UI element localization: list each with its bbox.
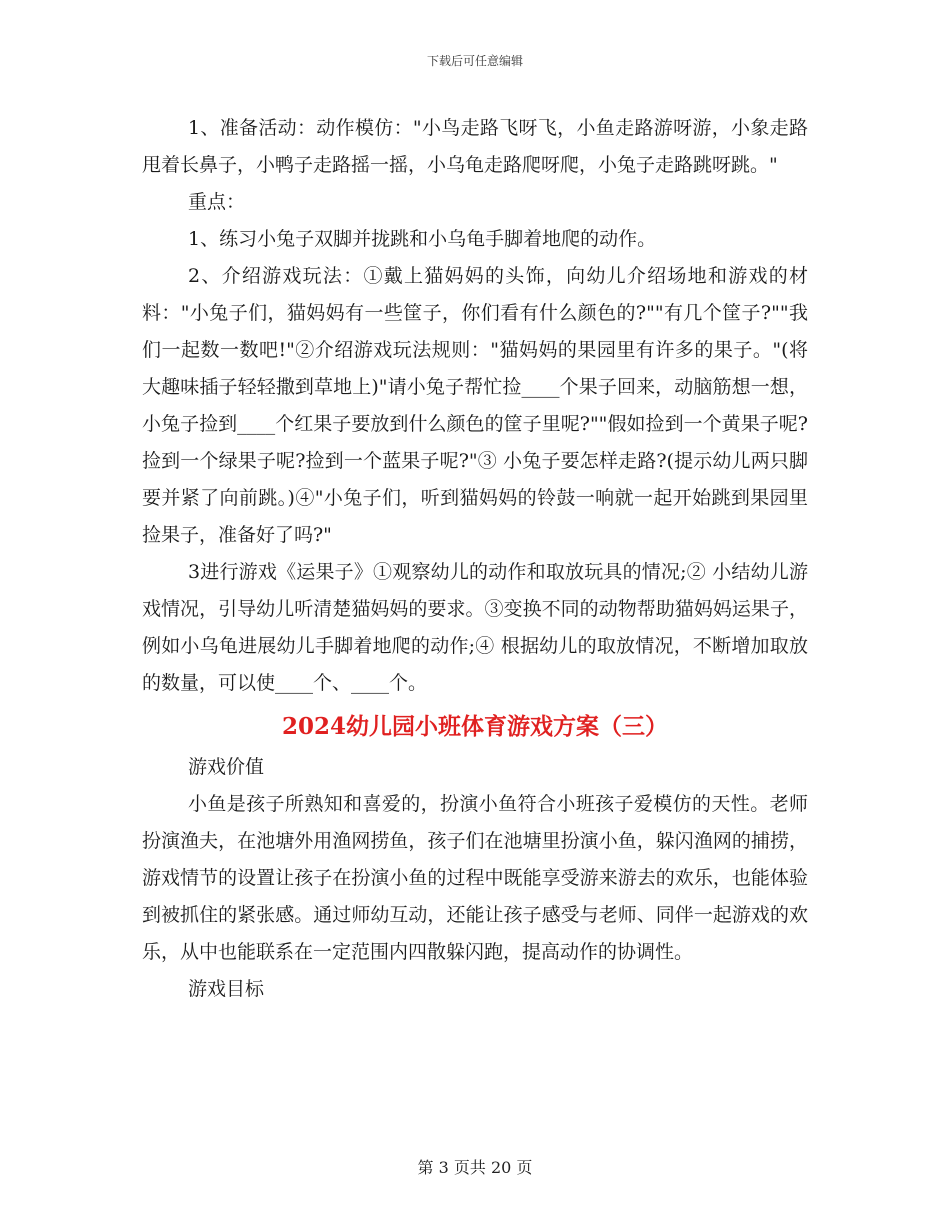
- paragraph-game-value-label: 游戏价值: [188, 756, 265, 778]
- paragraph-game-intro: 2、介绍游戏玩法：①戴上猫妈妈的头饰，向幼儿介绍场地和游戏的材料："小兔子们，猫妈妈有一些筐子，你们看有什么颜色的?""有几个筐子?""我们一起数一数吧!"②介绍游戏玩法规则："猫妈妈的果园里有许多的果子。"(将大趣味插子轻轻撒到草地上)"请小兔子帮忙捡____个果子回来，动脑筋想一想，小兔子捡到____个红果子要放到什么颜色的筐子里呢?""假如捡到一个黄果子呢?捡到一个绿果子呢?捡到一个蓝果子呢?"③ 小兔子要怎样走路?(提示幼儿两只脚要并紧了向前跳。)④"小兔子们，听到猫妈妈的铃鼓一响就一起开始跳到果园里捡果子，准备好了吗?": [142, 265, 808, 546]
- paragraph-key-points-label: 重点：: [188, 191, 246, 213]
- paragraph-key-point-1: 1、练习小兔子双脚并拢跳和小乌龟手脚着地爬的动作。: [188, 228, 657, 250]
- page-footer: 第 3 页共 20 页: [417, 1158, 533, 1177]
- section-heading: 2024幼儿园小班体育游戏方案（三）: [281, 713, 668, 740]
- paragraph-game-value: 小鱼是孩子所熟知和喜爱的，扮演小鱼符合小班孩子爱模仿的天性。老师扮演渔夫，在池塘外用渔网捞鱼，孩子们在池塘里扮演小鱼，躲闪渔网的捕捞，游戏情节的设置让孩子在扮演小鱼的过程中既能享受游来游去的欢乐，也能体验到被抓住的紧张感。通过师幼互动，还能让孩子感受与老师、同伴一起游戏的欢乐，从中也能联系在一定范围内四散躲闪跑，提高动作的协调性。: [142, 793, 808, 963]
- document-body: [142, 110, 808, 1008]
- page-header: 下载后可任意编辑: [426, 54, 523, 68]
- paragraph-preparation: 1、准备活动：动作模仿："小鸟走路飞呀飞，小鱼走路游呀游，小象走路甩着长鼻子，小鸭子走路摇一摇，小乌龟走路爬呀爬，小兔子走路跳呀跳。": [142, 117, 808, 176]
- paragraph-game-goal-label: 游戏目标: [188, 978, 265, 1000]
- paragraph-play-game: 3进行游戏《运果子》①观察幼儿的动作和取放玩具的情况;② 小结幼儿游戏情况，引导幼儿听清楚猫妈妈的要求。③变换不同的动物帮助猫妈妈运果子，例如小乌龟进展幼儿手脚着地爬的动作;④ 根据幼儿的取放情况，不断增加取放的数量，可以使____个、____个。: [142, 561, 808, 694]
